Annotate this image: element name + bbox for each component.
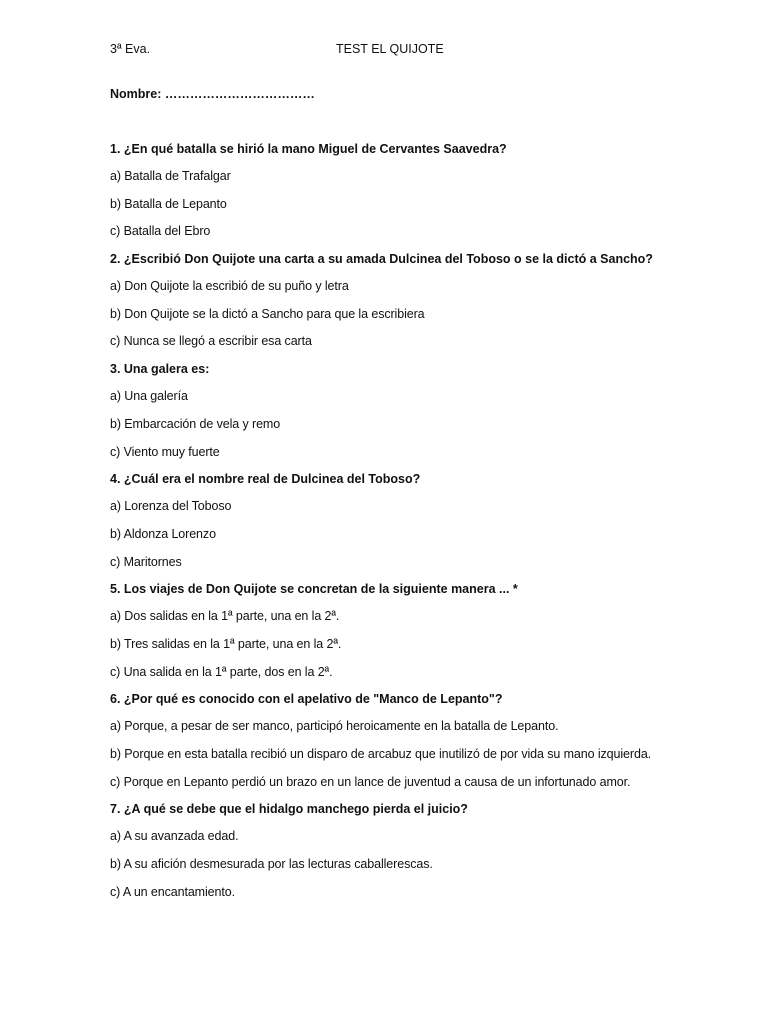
answer-option: c) Una salida en la 1ª parte, dos en la 2ª. (110, 664, 333, 679)
answer-option: b) Aldonza Lorenzo (110, 526, 216, 541)
answer-option: b) Don Quijote se la dictó a Sancho para que la escribiera (110, 306, 425, 321)
answer-option: a) Don Quijote la escribió de su puño y letra (110, 279, 349, 294)
question-block (110, 471, 658, 570)
answer-option: a) Batalla de Trafalgar (110, 169, 231, 183)
question-text: 4. ¿Cuál era el nombre real de Dulcinea del Toboso? (110, 472, 421, 487)
answer-option: c) Maritornes (110, 554, 182, 569)
answer-option: b) Tres salidas en la 1ª parte, una en la 2ª. (110, 636, 342, 651)
answer-option: b) Batalla de Lepanto (110, 196, 227, 211)
answer-option: b) Porque en esta batalla recibió un disparo de arcabuz que inutilizó de por vida su mano izquierda. (110, 747, 652, 761)
name-field-label: Nombre: ……………………………… (110, 87, 315, 101)
answer-option: b) A su afición desmesurada por las lecturas caballerescas. (110, 857, 433, 872)
answer-option: c) Viento muy fuerte (110, 444, 220, 459)
answer-option: a) Lorenza del Toboso (110, 499, 232, 514)
answer-option: a) Dos salidas en la 1ª parte, una en la 2ª. (110, 609, 340, 624)
question-text: 1. ¿En qué batalla se hirió la mano Miguel de Cervantes Saavedra? (110, 142, 507, 156)
question-block (110, 251, 658, 350)
document-title: TEST EL QUIJOTE (336, 42, 444, 56)
question-text: 3. Una galera es: (110, 362, 210, 377)
answer-option: a) Una galería (110, 389, 188, 404)
answer-option: c) Batalla del Ebro (110, 224, 211, 239)
question-text: 6. ¿Por qué es conocido con el apelativo de "Manco de Lepanto"? (110, 692, 503, 707)
question-text: 5. Los viajes de Don Quijote se concretan de la siguiente manera ... * (110, 582, 518, 597)
question-block (110, 801, 658, 900)
answer-option: a) Porque, a pesar de ser manco, participó heroicamente en la batalla de Lepanto. (110, 719, 559, 734)
answer-option: c) Porque en Lepanto perdió un brazo en un lance de juventud a causa de un infortunado amor. (110, 774, 631, 789)
question-text: 2. ¿Escribió Don Quijote una carta a su amada Dulcinea del Toboso o se la dictó a Sancho? (110, 252, 653, 267)
answer-option: c) Nunca se llegó a escribir esa carta (110, 334, 312, 349)
evaluation-label: 3ª Eva. (110, 42, 151, 56)
answer-option: a) A su avanzada edad. (110, 829, 239, 844)
question-block (110, 691, 658, 790)
answer-option: b) Embarcación de vela y remo (110, 416, 281, 431)
questions-list (110, 141, 658, 911)
document-header (110, 42, 658, 60)
question-block (110, 581, 658, 680)
question-block (110, 361, 658, 460)
question-block (110, 141, 658, 240)
answer-option: c) A un encantamiento. (110, 884, 235, 899)
question-text: 7. ¿A qué se debe que el hidalgo manchego pierda el juicio? (110, 802, 468, 817)
